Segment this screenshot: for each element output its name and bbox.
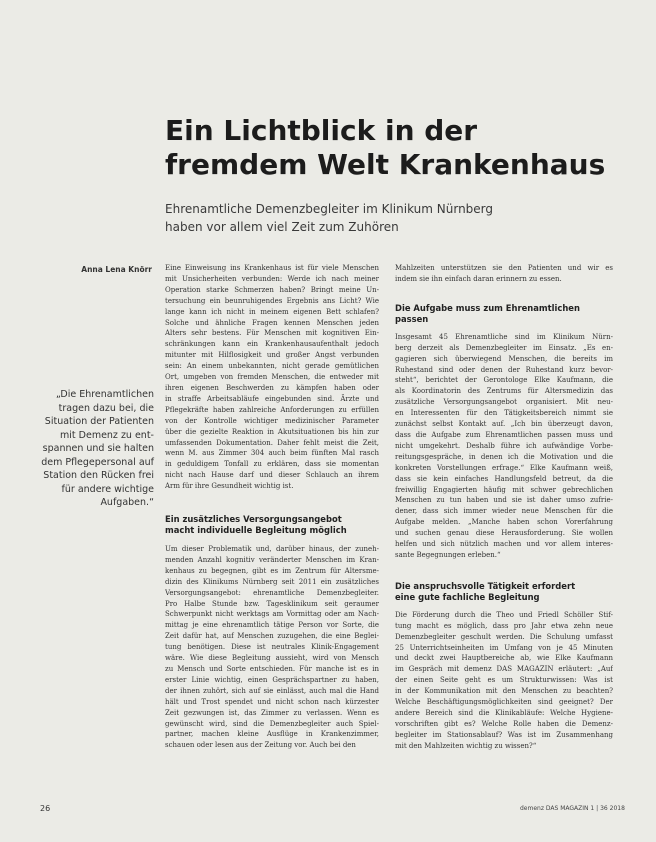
text-line: kenhaus zu begegnen, gibt es im Zentrum für Altersme- <box>165 566 379 575</box>
text-line: nicht umgekehrt. Deshalb führe ich aufwändige Vorbe- <box>395 441 613 450</box>
text-line: Ort, umgeben von fremden Menschen, die entweder mit <box>165 373 379 382</box>
text-line: Pro Halbe Stunde bzw. Tagesklinikum seit geraumer <box>165 599 379 608</box>
pull-quote-line: für andere wichtige <box>61 483 154 495</box>
body-column-right <box>395 263 613 752</box>
text-line: berg derzeit als Demenzbegleiter im Einsatz. „Es en- <box>395 343 613 352</box>
pull-quote-line: tragen dazu bei, die <box>58 402 154 414</box>
article-title-line: Ein Lichtblick in der <box>165 114 478 147</box>
magazine-footer: demenz DAS MAGAZIN 1 | 36 2018 <box>520 805 625 812</box>
pull-quote-line: dem Pflegepersonal auf <box>41 456 154 468</box>
text-line: Solche und ähnliche Fragen kennen Menschen jeden <box>165 318 379 327</box>
article-subtitle <box>165 200 635 236</box>
text-line: Insgesamt 45 Ehrenamtliche sind im Klinikum Nürn- <box>395 332 613 341</box>
text-line: Die Förderung durch die Theo und Friedl Schöller Stif- <box>395 610 613 619</box>
text-line: 25 Unterrichtseinheiten im Umfang von je 45 Minuten <box>395 643 613 652</box>
pull-quote-line: spannen und sie halten <box>42 443 154 454</box>
text-line: Ruhestand sind oder denen der Ruhestand kurz bevor- <box>395 365 613 374</box>
text-line: Demenzbegleiter geschult werden. Die Schulung umfasst <box>395 632 613 641</box>
article-title <box>165 114 635 182</box>
text-line: andere Bereich sind die Klinikabläufe: Welche Hygiene- <box>395 709 613 717</box>
text-line: der einen Seite geht es um Strukturwissen: Was ist <box>395 676 613 685</box>
text-line: reitungsgespräche, in denen ich die Motivation und die <box>395 452 613 461</box>
text-line: partner, machen kleine Ausflüge in Krankenzimmer, <box>165 730 379 739</box>
section-heading-line: Ein zusätzliches Versorgungsangebot <box>165 514 342 525</box>
text-line: der ihnen zuhört, sich auf sie einlässt, auch mal die Hand <box>165 686 379 695</box>
text-line: lange kann ich nicht in meinem eigenen Bett schlafen? <box>165 307 379 316</box>
text-line: schränkungen kann ein Krankenhausaufenthalt jedoch <box>165 340 379 349</box>
text-line: Schwerpunkt nicht werktags am Vormittag oder am Nach- <box>165 610 379 619</box>
text-line: helfen und sich nützlich machen und vor allem interes- <box>395 540 613 549</box>
text-line: zusätzliche Versorgungsangebot organisiert. Mit neu- <box>395 398 613 407</box>
text-line: dizin des Klinikums Nürnberg seit 2011 ein zusätzliches <box>165 577 379 586</box>
text-line: mitunter mit Hilflosigkeit und großer Angst verbunden <box>165 351 379 360</box>
text-line: hält und Trost spendet und nicht schon nach kürzester <box>165 697 379 706</box>
text-line: tersuchung ein beunruhigendes Ergebnis ans Licht? Wie <box>165 296 379 305</box>
paragraph <box>165 263 379 492</box>
paragraph <box>395 332 613 561</box>
text-line: und suchen genau diese Herausforderung. Sie wollen <box>395 529 613 538</box>
text-line: ihren eigenen Beschwerden zu kämpfen haben oder <box>165 383 379 392</box>
text-line: sein: An einem unbekannten, nicht gerade gemütlichen <box>165 362 379 371</box>
section-heading <box>395 581 613 603</box>
text-line: Mahlzeiten unterstützen sie den Patienten und wir es <box>395 264 613 272</box>
text-line: Welche Beschäftigungsmöglichkeiten sind geeignet? Der <box>395 698 613 707</box>
text-line: freiwillig Engagierten häufig mit schwer gebrechlichen <box>395 485 613 494</box>
pull-quote-line: mit Demenz zu ent- <box>60 429 154 441</box>
text-line: und deckt zwei Hauptbereiche ab, wie Elke Kaufmann <box>395 654 613 663</box>
body-column-left <box>165 263 379 751</box>
text-line: gewünscht wird, sind die Demenzbegleiter auch Spiel- <box>165 719 379 728</box>
section-heading-line: macht individuelle Begleitung möglich <box>165 525 347 536</box>
pull-quote <box>30 388 154 510</box>
text-line: wenn M. aus Zimmer 304 auch beim fünften Mal rasch <box>165 449 379 458</box>
text-line: schauen oder lesen aus der Zeitung vor. Auch bei den <box>165 741 356 750</box>
text-line: en Interessenten für den Tätigkeitsbereich nimmt sie <box>395 409 613 418</box>
text-line: Pflegekräfte haben zahlreiche Anforderungen zu erfüllen <box>165 405 379 414</box>
text-line: sante Begegnungen erleben.“ <box>395 550 501 559</box>
article-subtitle-line: haben vor allem viel Zeit zum Zuhören <box>165 220 399 234</box>
text-line: tung benötigen. Diese ist neutrales Klinik-Engagement <box>165 643 379 652</box>
pull-quote-line: Situation der Patienten <box>44 416 154 427</box>
text-line: Operation starke Schmerzen haben? Bringt meine Un- <box>165 285 379 294</box>
text-line: menden Anzahl kognitiv veränderter Menschen im Kran- <box>165 555 379 564</box>
section-heading-line: eine gute fachliche Begleitung <box>395 591 540 602</box>
text-line: Aufgabe melden. „Manche haben schon Vorerfahrung <box>395 518 613 527</box>
text-line: Zeit dafür hat, auf Menschen zuzugehen, die eine Beglei- <box>165 632 379 641</box>
section-heading-line: Die anspruchsvolle Tätigkeit erfordert <box>395 580 576 591</box>
text-line: Arm für ihre Gesundheit wichtig ist. <box>165 482 294 491</box>
text-line: dass sie kein einfaches Handlungsfeld betreut, da die <box>395 474 613 483</box>
pull-quote-line: Station den Rücken frei <box>43 470 154 481</box>
text-line: in geduldigem Tonfall zu erklären, dass sie momentan <box>165 460 379 469</box>
text-line: Versorgungsangebot: ehrenamtliche Demenzbegleiter. <box>165 588 379 597</box>
text-line: in der Kommunikation mit den Menschen zu beachten? <box>395 687 613 696</box>
text-line: steht“, berichtet der Gerontologe Elke Kaufmann, die <box>395 376 613 385</box>
text-line: über die gezielte Reaktion in Akutsituationen bis hin zur <box>165 427 379 436</box>
text-line: mittag je eine ehrenamtlich tätige Person vor Sorte, die <box>165 621 379 630</box>
section-heading <box>395 303 613 325</box>
paragraph <box>395 263 613 285</box>
text-line: mit den Mahlzeiten wichtig zu wissen?“ <box>395 741 537 750</box>
text-line: von der Kontrolle wichtiger medizinischer Parameter <box>165 416 379 425</box>
text-line: wäre. Wie diese Begleitung aussieht, wird von Mensch <box>165 654 379 663</box>
text-line: umfassenden Dokumentation. Daher fehlt meist die Zeit, <box>165 438 379 447</box>
text-line: im Gespräch mit demenz DAS MAGAZIN erläutert: „Auf <box>395 665 613 674</box>
text-line: erster Linie wichtig, einen Gesprächspartner zu haben, <box>165 675 379 684</box>
article-subtitle-line: Ehrenamtliche Demenzbegleiter im Klinikum Nürnberg <box>165 202 494 216</box>
text-line: Um dieser Problematik und, darüber hinaus, der zuneh- <box>165 545 379 554</box>
author-byline: Anna Lena Knörr <box>81 265 152 274</box>
text-line: dass die Aufgabe zum Ehrenamtlichen passen muss und <box>395 430 613 439</box>
text-line: indem sie ihn einfach daran erinnern zu essen. <box>395 274 562 283</box>
text-line: zunächst selbst Kontakt auf. „Ich bin überzeugt davon, <box>395 420 613 429</box>
paragraph <box>395 610 613 752</box>
text-line: dener, dass sich immer wieder neue Menschen für die <box>395 507 613 516</box>
text-line: Zeit gezwungen ist, das Zimmer zu verlassen. Wenn es <box>165 708 379 717</box>
pull-quote-line: Aufgaben.“ <box>100 497 154 508</box>
article-title-line: fremdem Welt Krankenhaus <box>165 148 606 181</box>
text-line: als Koordinatorin des Zentrums für Altersmedizin das <box>395 387 613 396</box>
text-line: konkreten Vorstellungen erfrage.“ Elke Kaufmann weiß, <box>395 463 613 472</box>
pull-quote-line: „Die Ehrenamtlichen <box>55 389 154 400</box>
text-line: Menschen zu tun haben und sie ist daher umso zufrie- <box>395 496 613 505</box>
paragraph <box>165 544 379 751</box>
page-number: 26 <box>40 804 51 813</box>
text-line: nicht nach Hause darf und dieser Schlauch an ihrem <box>165 471 379 480</box>
section-heading-line: Die Aufgabe muss zum Ehrenamtlichen <box>395 302 580 313</box>
text-line: Alters sehr bestens. Für Menschen mit kognitiven Ein- <box>165 329 379 338</box>
text-line: zu Mensch und Sorte entschieden. Für manche ist es in <box>165 665 379 673</box>
text-line: mit Unsicherheiten verbunden: Werde ich nach meiner <box>165 274 379 283</box>
section-heading <box>165 514 379 536</box>
text-line: gagieren sich überwiegend Menschen, die bereits im <box>395 354 613 363</box>
text-line: vorschriften gibt es? Welche Rolle haben die Demenz- <box>395 719 613 728</box>
text-line: Eine Einweisung ins Krankenhaus ist für viele Menschen <box>165 264 379 272</box>
text-line: begleiter im Stationsablauf? Was ist im Zusammenhang <box>395 730 613 739</box>
section-heading-line: passen <box>395 313 429 324</box>
text-line: tung macht es möglich, dass pro Jahr etwa zehn neue <box>395 621 613 630</box>
text-line: in straffe Arbeitsabläufe eingebunden sind. Ärzte und <box>165 394 379 403</box>
